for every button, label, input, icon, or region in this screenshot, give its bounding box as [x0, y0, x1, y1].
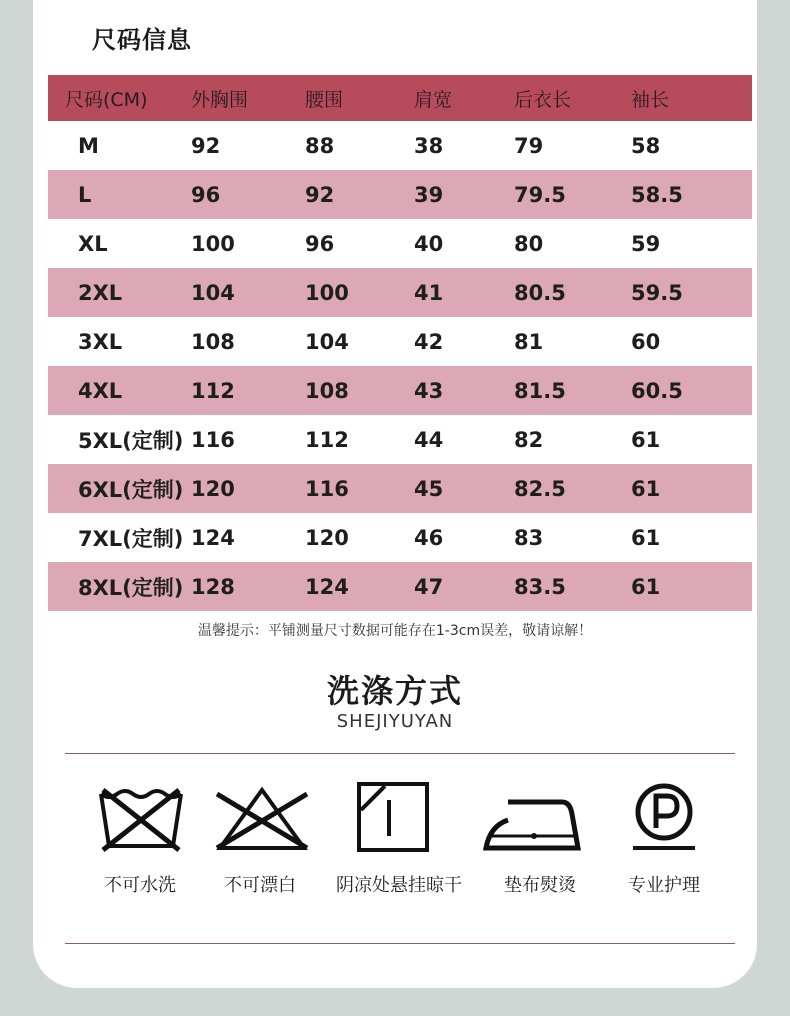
table-row: [48, 121, 752, 170]
size-cell: 8XL(定制): [48, 562, 191, 611]
care-label-iron-cloth: 垫布熨烫: [504, 875, 576, 896]
table-row: [48, 464, 752, 513]
chest-cell: 120: [191, 464, 305, 513]
table-row: [48, 513, 752, 562]
chest-cell: 104: [191, 268, 305, 317]
sleeve-cell: 61: [631, 464, 752, 513]
size-table-header: [48, 75, 752, 121]
size-cell: L: [48, 170, 191, 219]
waist-cell: 104: [305, 329, 349, 354]
size-cell: 5XL(定制): [78, 428, 184, 453]
sleeve-cell: 58.5: [631, 170, 752, 219]
waist-cell: 88: [305, 133, 335, 158]
header-size: 尺码(CM): [48, 75, 191, 121]
chest-cell: 100: [191, 231, 235, 256]
length-cell: 79: [514, 133, 544, 158]
size-cell: 7XL(定制): [78, 526, 184, 551]
shoulder-cell: 44: [414, 427, 444, 452]
shade-dry-icon: [339, 780, 449, 860]
length-cell: 82.5: [514, 464, 631, 513]
sleeve-cell: 61: [631, 427, 661, 452]
sleeve-cell: 58: [631, 133, 661, 158]
size-table: [48, 75, 752, 611]
size-cell: XL: [78, 231, 108, 256]
length-cell: 81.5: [514, 366, 631, 415]
sleeve-cell: 60: [631, 329, 661, 354]
shoulder-cell: 40: [414, 231, 444, 256]
divider-bottom: [65, 943, 735, 944]
shoulder-cell: 42: [414, 329, 444, 354]
header-chest: 外胸围: [191, 75, 305, 121]
chest-cell: 124: [191, 525, 235, 550]
waist-cell: 120: [305, 525, 349, 550]
table-row: [48, 170, 752, 219]
length-cell: 79.5: [514, 170, 631, 219]
length-cell: 81: [514, 329, 544, 354]
care-label-professional: 专业护理: [628, 875, 700, 896]
length-cell: 83: [514, 525, 544, 550]
sleeve-cell: 61: [631, 525, 661, 550]
chest-cell: 112: [191, 366, 305, 415]
waist-cell: 112: [305, 427, 349, 452]
waist-cell: 96: [305, 231, 335, 256]
length-cell: 80: [514, 231, 544, 256]
no-wash-icon: [87, 780, 197, 860]
shoulder-cell: 43: [414, 366, 514, 415]
iron-with-cloth-icon: [478, 780, 588, 860]
shoulder-cell: 47: [414, 562, 514, 611]
size-cell: 2XL: [48, 268, 191, 317]
length-cell: 83.5: [514, 562, 631, 611]
chest-cell: 116: [191, 427, 235, 452]
table-row: [48, 317, 752, 366]
sleeve-cell: 59: [631, 231, 661, 256]
table-row: [48, 366, 752, 415]
no-bleach-icon: [207, 780, 317, 860]
sleeve-cell: 59.5: [631, 268, 752, 317]
chest-cell: 96: [191, 170, 305, 219]
sleeve-cell: 60.5: [631, 366, 752, 415]
measurement-tip: 温馨提示：平铺测量尺寸数据可能存在1-3cm误差，敬请谅解！: [197, 623, 593, 639]
table-row: [48, 562, 752, 611]
care-label-no-wash: 不可水洗: [104, 875, 176, 896]
header-shoulder: 肩宽: [414, 75, 514, 121]
size-cell: 6XL(定制): [48, 464, 191, 513]
chest-cell: 128: [191, 562, 305, 611]
sleeve-cell: 61: [631, 562, 752, 611]
care-label-shade-dry: 阴凉处悬挂晾干: [336, 875, 462, 896]
size-cell: 3XL: [78, 329, 123, 354]
chest-cell: 92: [191, 133, 221, 158]
professional-clean-icon: [609, 780, 719, 860]
shoulder-cell: 45: [414, 464, 514, 513]
waist-cell: 116: [305, 464, 414, 513]
header-sleeve: 袖长: [631, 75, 752, 121]
waist-cell: 108: [305, 366, 414, 415]
table-row: [48, 219, 752, 268]
waist-cell: 92: [305, 170, 414, 219]
waist-cell: 124: [305, 562, 414, 611]
size-cell: 4XL: [48, 366, 191, 415]
shoulder-cell: 46: [414, 525, 444, 550]
care-label-no-bleach: 不可漂白: [224, 875, 296, 896]
wash-section-subtitle: SHEJIYUYAN: [336, 711, 454, 732]
table-row: [48, 268, 752, 317]
shoulder-cell: 39: [414, 170, 514, 219]
wash-section-title: 洗涤方式: [326, 672, 463, 710]
table-row: [48, 415, 752, 464]
divider-top: [65, 753, 735, 754]
length-cell: 80.5: [514, 268, 631, 317]
size-section-title: 尺码信息: [92, 26, 192, 54]
length-cell: 82: [514, 427, 544, 452]
waist-cell: 100: [305, 268, 414, 317]
header-waist: 腰围: [305, 75, 414, 121]
header-length: 后衣长: [514, 75, 631, 121]
shoulder-cell: 41: [414, 268, 514, 317]
size-cell: M: [78, 133, 99, 158]
chest-cell: 108: [191, 329, 235, 354]
shoulder-cell: 38: [414, 133, 444, 158]
